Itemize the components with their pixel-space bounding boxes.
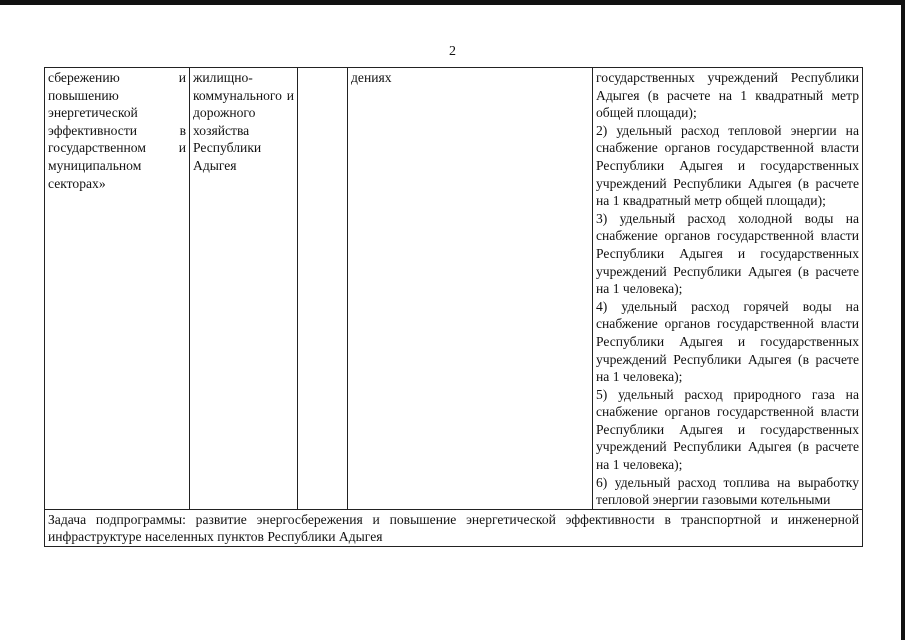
page-top-border <box>0 0 905 5</box>
cell-indicators <box>593 68 863 510</box>
table-row-task <box>45 509 863 546</box>
indicator-item: 4) удельный расход горячей воды на снабжение органов государственной власти Республики Адыгея и государственных учреждений Республики Адыгея (в расчете на 1 человека); <box>596 298 859 385</box>
indicator-item: 2) удельный расход тепловой энергии на снабжение органов государственной власти Республики Адыгея и государственных учреждений Республики Адыгея (в расчете на 1 квадратный метр общей площади); <box>596 122 859 209</box>
table-row <box>45 68 863 510</box>
indicator-item: государственных учреждений Республики Адыгея (в расчете на 1 квадратный метр общей площади); <box>596 70 859 121</box>
indicator-item: 6) удельный расход топлива на выработку тепловой энергии газовыми котельными <box>596 474 859 508</box>
cell-empty <box>298 68 348 510</box>
indicator-item: 5) удельный расход природного газа на снабжение органов государственной власти Республики Адыгея и государственных учреждений Республики Адыгея (в расчете на 1 человека); <box>596 386 859 473</box>
page-number: 2 <box>449 44 456 59</box>
cell-subprogram-name: сбережению и повышению энергетической эффективности в государственном и муниципальном секторах» <box>45 68 190 510</box>
program-table <box>44 67 863 547</box>
cell-executor: жилищно-коммунального и дорожного хозяйства Республики Адыгея <box>190 68 298 510</box>
cell-subprogram-task: Задача подпрограммы: развитие энергосбережения и повышение энергетической эффективности в транспортной и инженерной инфраструктуре населенных пунктов Республики Адыгея <box>45 509 863 546</box>
indicator-item: 3) удельный расход холодной воды на снабжение органов государственной власти Республики Адыгея и государственных учреждений Республики Адыгея (в расчете на 1 человека); <box>596 210 859 297</box>
cell-description: дениях <box>348 68 593 510</box>
page-right-border <box>901 0 905 640</box>
